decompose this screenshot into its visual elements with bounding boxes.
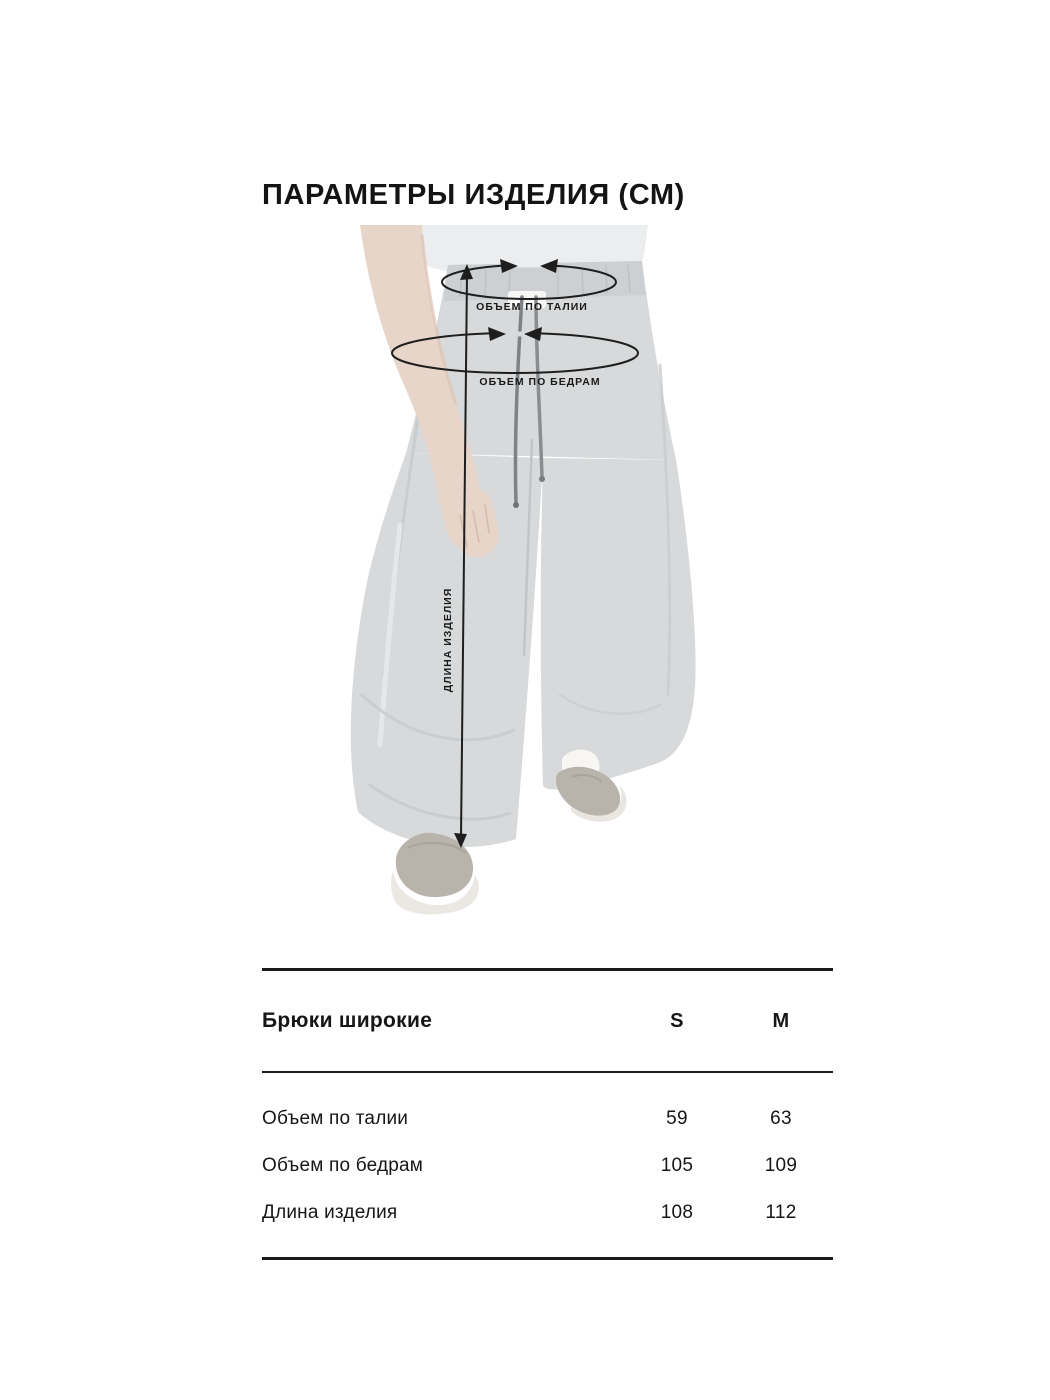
table-body [262,1073,833,1257]
hips-measure-label: ОБЪЕМ ПО БЕДРАМ [479,376,601,388]
size-table [262,968,833,1260]
table-header-row [262,971,833,1071]
table-row [262,1095,833,1142]
length-measure-label: ДЛИНА ИЗДЕЛИЯ [442,587,454,693]
row-value-m: 109 [764,1154,798,1176]
row-label: Объем по талии [262,1107,409,1129]
table-row [262,1142,833,1189]
table-row [262,1189,833,1236]
size-column-m: M [772,1009,790,1032]
row-label: Длина изделия [262,1201,398,1223]
row-value-s: 105 [660,1154,694,1176]
size-column-s: S [670,1009,684,1032]
product-name: Брюки широкие [262,1009,433,1032]
waist-measure-label: ОБЪЕМ ПО ТАЛИИ [476,301,588,313]
product-photo [310,225,765,915]
row-label: Объем по бедрам [262,1154,424,1176]
page-title: ПАРАМЕТРЫ ИЗДЕЛИЯ (СМ) [262,179,685,212]
row-value-s: 108 [660,1201,694,1223]
row-value-m: 63 [770,1107,792,1129]
row-value-s: 59 [666,1107,688,1129]
row-value-m: 112 [765,1201,797,1223]
table-rule-bottom [262,1257,833,1260]
